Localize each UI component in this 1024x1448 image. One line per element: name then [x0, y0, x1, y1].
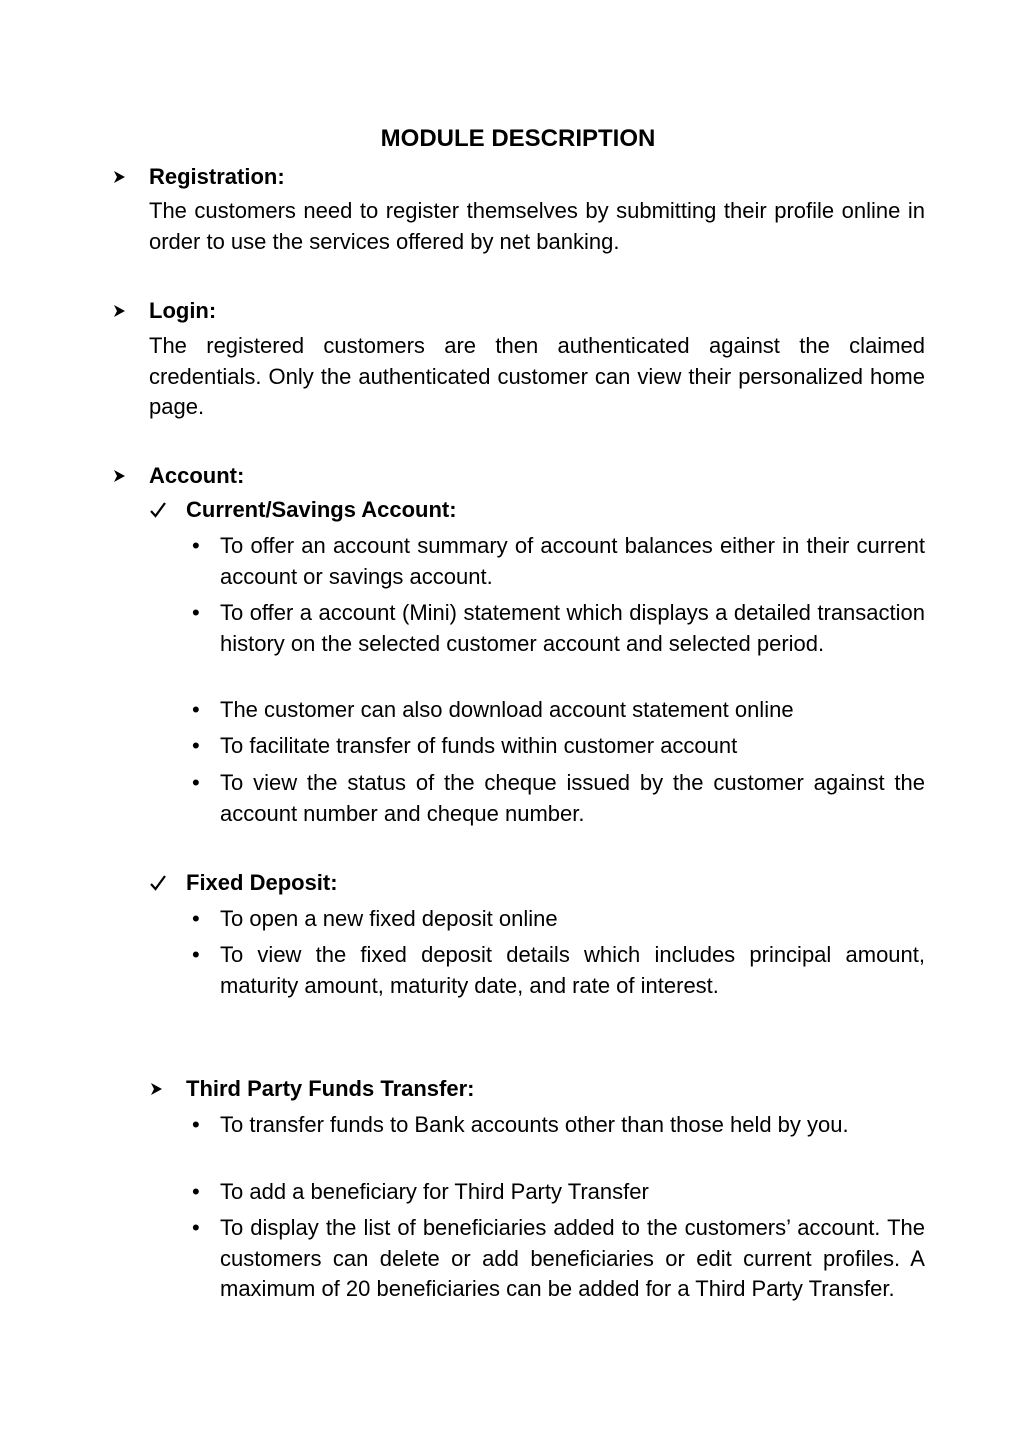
checkmark-icon [149, 870, 167, 896]
round-bullet-icon: • [192, 733, 200, 758]
page-title: MODULE DESCRIPTION [380, 125, 656, 152]
section-text-login: The registered customers are then authenticated against the claimed credentials. Only the authenticated customer can view their personalized home page. [149, 333, 925, 419]
list-item: To offer an account summary of account balances either in their current account or savings account. [220, 533, 925, 589]
round-bullet-icon: • [192, 942, 200, 967]
section-heading-account: Account: [149, 463, 245, 488]
round-bullet-icon: • [192, 600, 200, 625]
round-bullet-icon: • [192, 697, 200, 722]
arrow-bullet-icon [112, 297, 128, 325]
list-item: To open a new fixed deposit online [220, 906, 558, 931]
checkmark-icon [149, 497, 167, 523]
list-item: To display the list of beneficiaries added to the customers’ account. The customers can delete or add beneficiaries or edit current profiles. A maximum of 20 beneficiaries can be added for a Third Party Transfer. [220, 1215, 925, 1301]
list-item: To view the status of the cheque issued by the customer against the account number and cheque number. [220, 770, 925, 826]
round-bullet-icon: • [192, 1215, 200, 1240]
subsection-heading-fixed-deposit: Fixed Deposit: [186, 870, 338, 895]
list-item: To transfer funds to Bank accounts other than those held by you. [220, 1112, 849, 1137]
arrow-bullet-icon [112, 163, 128, 191]
arrow-bullet-icon [149, 1075, 165, 1103]
section-heading-login: Login: [149, 298, 217, 323]
arrow-bullet-icon [112, 462, 128, 490]
list-item: To offer a account (Mini) statement which displays a detailed transaction history on the selected customer account and selected period. [220, 600, 925, 656]
round-bullet-icon: • [192, 906, 200, 931]
section-text-registration: The customers need to register themselves by submitting their profile online in order to use the services offered by net banking. [149, 198, 925, 254]
round-bullet-icon: • [192, 1179, 200, 1204]
list-item: To facilitate transfer of funds within customer account [220, 733, 738, 758]
subsection-heading-third-party: Third Party Funds Transfer: [186, 1076, 475, 1101]
round-bullet-icon: • [192, 1112, 200, 1137]
section-heading-registration: Registration: [149, 164, 285, 189]
list-item: To add a beneficiary for Third Party Transfer [220, 1179, 649, 1204]
list-item: To view the fixed deposit details which includes principal amount, maturity amount, maturity date, and rate of interest. [220, 942, 925, 998]
list-item: The customer can also download account statement online [220, 697, 794, 722]
round-bullet-icon: • [192, 533, 200, 558]
subsection-heading-current-savings: Current/Savings Account: [186, 497, 457, 522]
round-bullet-icon: • [192, 770, 200, 795]
